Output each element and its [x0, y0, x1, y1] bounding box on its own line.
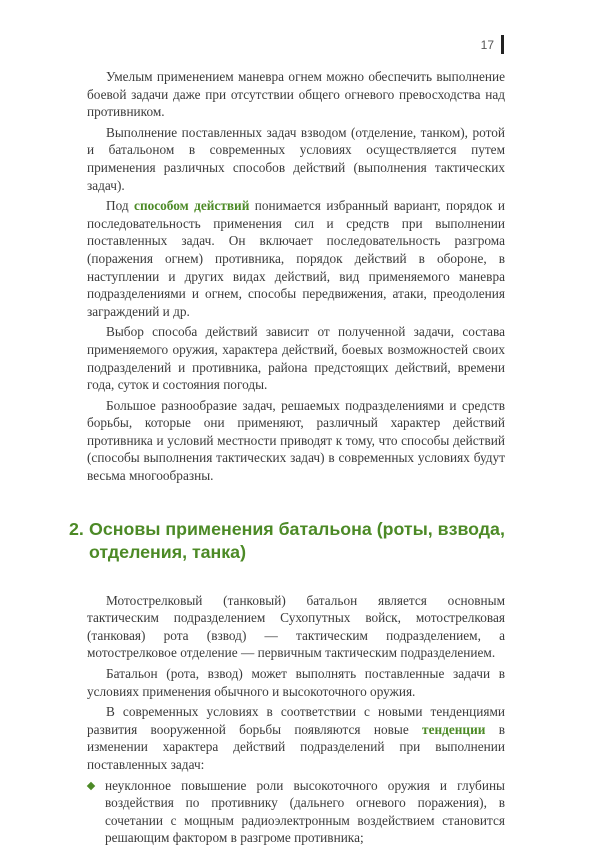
paragraph: Батальон (рота, взвод) может выполнять поставленные задачи в условиях применения обычного и высокоточного оружия. — [87, 666, 505, 699]
highlighted-term: способом действий — [134, 198, 250, 214]
paragraph: Умелым применением маневра огнем можно обеспечить выполнение боевой задачи даже при отсутствии общего огневого превосходства над противником. — [87, 69, 505, 120]
page-number-bar — [501, 35, 504, 54]
diamond-bullet-icon — [87, 781, 95, 789]
bullet-list — [87, 777, 505, 847]
page-header — [481, 35, 504, 54]
paragraph — [87, 197, 505, 320]
paragraph — [87, 703, 505, 773]
page-content — [69, 68, 506, 847]
paragraph: Мотострелковый (танковый) батальон является основным тактическим подразделением Сухопутных войск, мотострелковая (танковая) рота (взвод) — тактическим подразделением, а мотострелковое отделение — первичным тактическим подразделением. — [87, 592, 505, 661]
paragraph: Выбор способа действий зависит от полученной задачи, состава применяемого оружия, характера действий, боевых возможностей своих подразделений и противника, района предстоящих действий, времени года, суток и состояния погоды. — [87, 324, 505, 393]
paragraph-text: понимается избранный вариант, порядок и последовательность применения сил и средств при выполнении поставленных задач. Он включает последовательность разгрома (поражения огнем) противника, порядок действий в обороне, в наступлении и других видах действий, вид применяемого маневра подразделениями и огнем, способы передвижения, атаки, преодоления заграждений и др. — [87, 198, 505, 319]
section-number: 2. — [69, 518, 84, 539]
paragraph: Выполнение поставленных задач взводом (отделение, танком), ротой и батальоном в современных условиях осуществляется путем применения различных способов действий (выполнения тактических задач). — [87, 124, 505, 193]
section-heading — [69, 518, 505, 564]
paragraph-text: в изменении характера действий подразделений при выполнении поставленных задач: — [87, 721, 506, 772]
paragraph: Большое разнообразие задач, решаемых подразделениями и средств борьбы, которые они применяют, различный характер действий противника и условий местности приводят к тому, что способы действий (способы выполнения тактических задач) в современных условиях будут весьма многообразны. — [87, 397, 505, 484]
highlighted-term: тенденции — [422, 721, 486, 737]
list-item-text: неуклонное повышение роли высокоточного оружия и глубины воздействия по противнику (дальнего огневого поражения), в сочетании с мощным радиоэлектронным воздействием становится решающим фактором в разгроме противника; — [105, 777, 505, 846]
section-title: Основы применения батальона (роты, взвода, отделения, танка) — [89, 518, 505, 562]
paragraph-text: В современных условиях в соответствии с новыми тенденциями развития вооруженной борьбы появляются новые — [87, 704, 505, 737]
page-number: 17 — [480, 37, 494, 52]
paragraph-text: Под — [106, 198, 135, 214]
list-item — [87, 777, 505, 847]
